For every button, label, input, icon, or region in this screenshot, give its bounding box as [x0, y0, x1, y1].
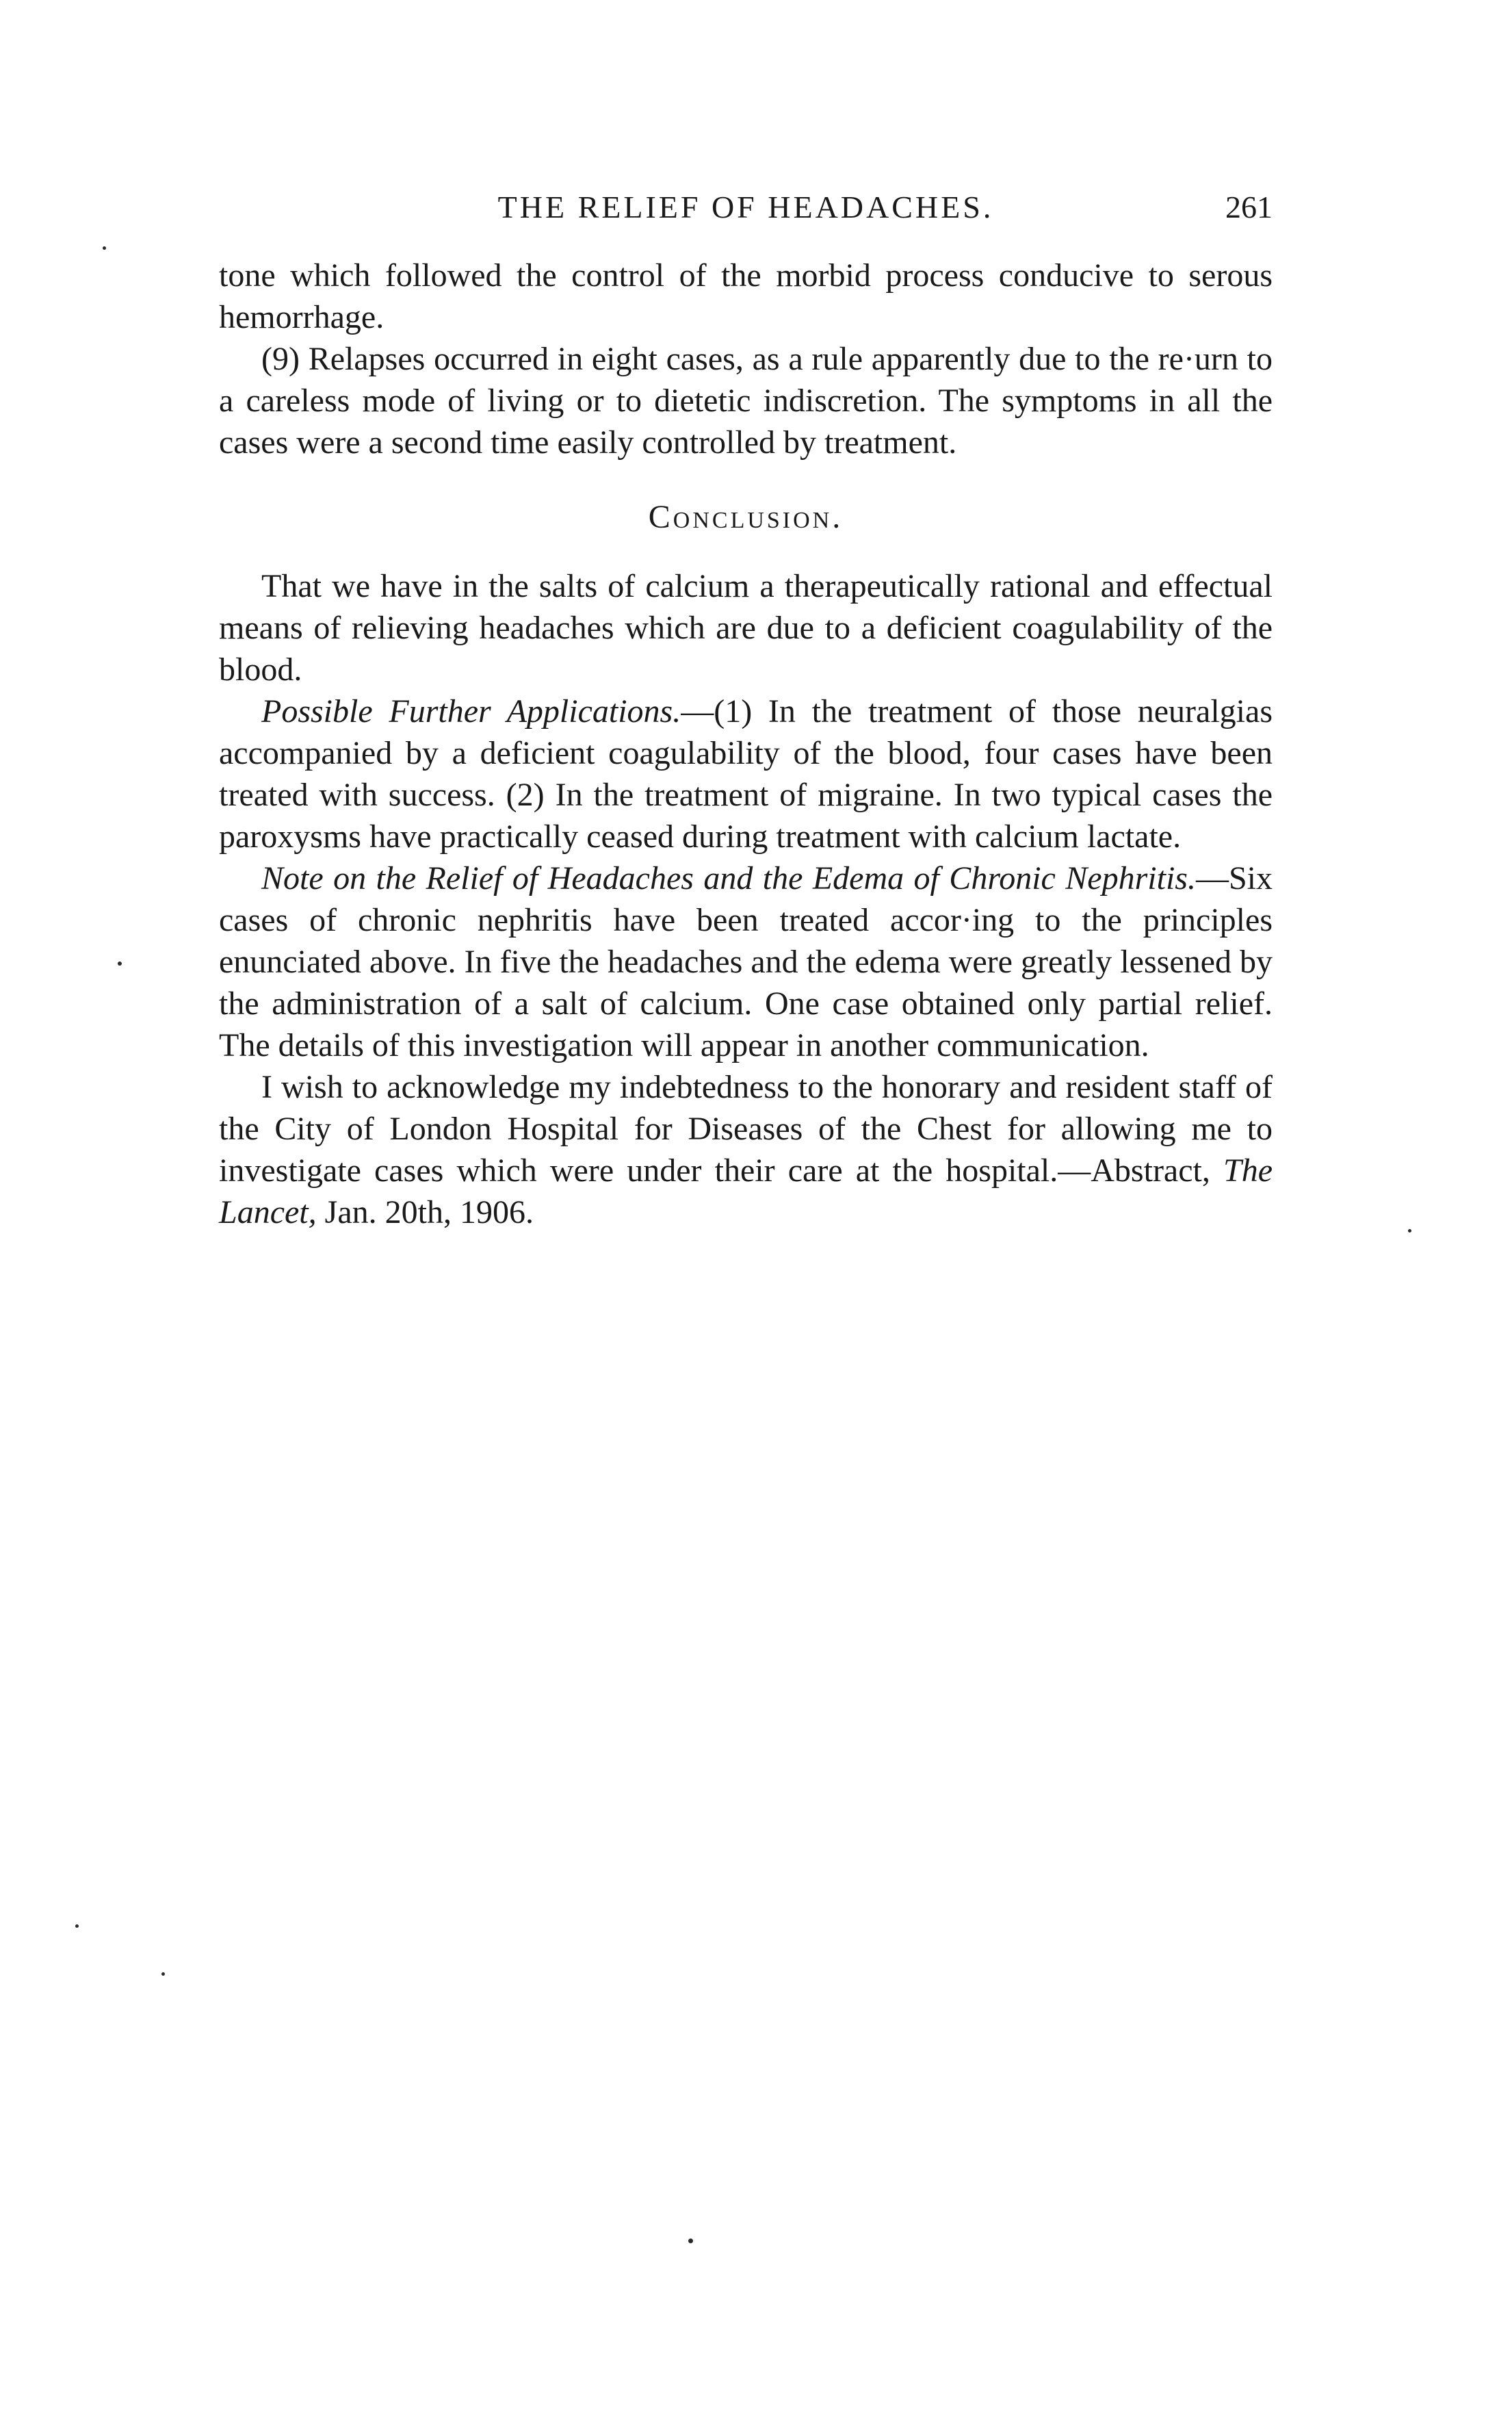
paragraph-further-applications — [219, 691, 1273, 857]
section-heading: Conclusion. — [648, 499, 844, 535]
further-applications-text: —(1) In the treatment of those neuralgias accompanied by a deficient coagulability of the blood, four cases have been treated with success. (2) In the treatment of migraine. In two typical cases the paroxysms have practically ceased during treatment with calcium lactate. — [219, 693, 1273, 855]
acknowledgement-text: I wish to acknowledge my indebtedness to the honorary and resident staff of the City of London Hospital for Diseases of the Chest for allowing me to investigate cases which were under their care at the hospital.—Abstract, — [219, 1069, 1273, 1189]
running-head — [219, 183, 1273, 231]
body-text — [219, 255, 1273, 1233]
paragraph-nephritis-note — [219, 857, 1273, 1066]
scan-speck — [688, 2238, 693, 2243]
scan-speck — [103, 246, 106, 250]
scan-speck — [75, 1924, 79, 1928]
scan-speck — [161, 1972, 165, 1976]
acknowledgement-date: Jan. 20th, 1906. — [316, 1194, 534, 1230]
running-title: THE RELIEF OF HEADACHES. — [497, 190, 994, 224]
nephritis-note-title: Note on the Relief of Headaches and the Edema of Chronic Nephritis. — [261, 860, 1196, 896]
journal-name: The Lancet, — [219, 1152, 1273, 1230]
paragraph-relapses: (9) Relapses occurred in eight cases, as a rule apparently due to the re·urn to a careless mode of living or to dietetic indiscretion. The symptoms in all the cases were a second time easily controlled by treatment. — [219, 341, 1273, 461]
nephritis-note-text: —Six cases of chronic nephritis have been treated accor·ing to the principles enunciated above. In five the headaches and the edema were greatly lessened by the administration of a salt of calcium. One case obtained only partial relief. The details of this investigation will appear in another communication. — [219, 860, 1273, 1063]
paragraph-continuation: tone which followed the control of the morbid process conducive to serous hemorrhage. — [219, 257, 1273, 335]
scan-speck — [1408, 1229, 1411, 1233]
scan-speck — [118, 962, 122, 966]
further-applications-title: Possible Further Applications. — [261, 693, 681, 730]
paragraph-conclusion: That we have in the salts of calcium a therapeutically rational and effectual means of relieving headaches which are due to a deficient coagulability of the blood. — [219, 568, 1273, 688]
paragraph-acknowledgement — [219, 1066, 1273, 1233]
page-number: 261 — [1225, 190, 1273, 224]
